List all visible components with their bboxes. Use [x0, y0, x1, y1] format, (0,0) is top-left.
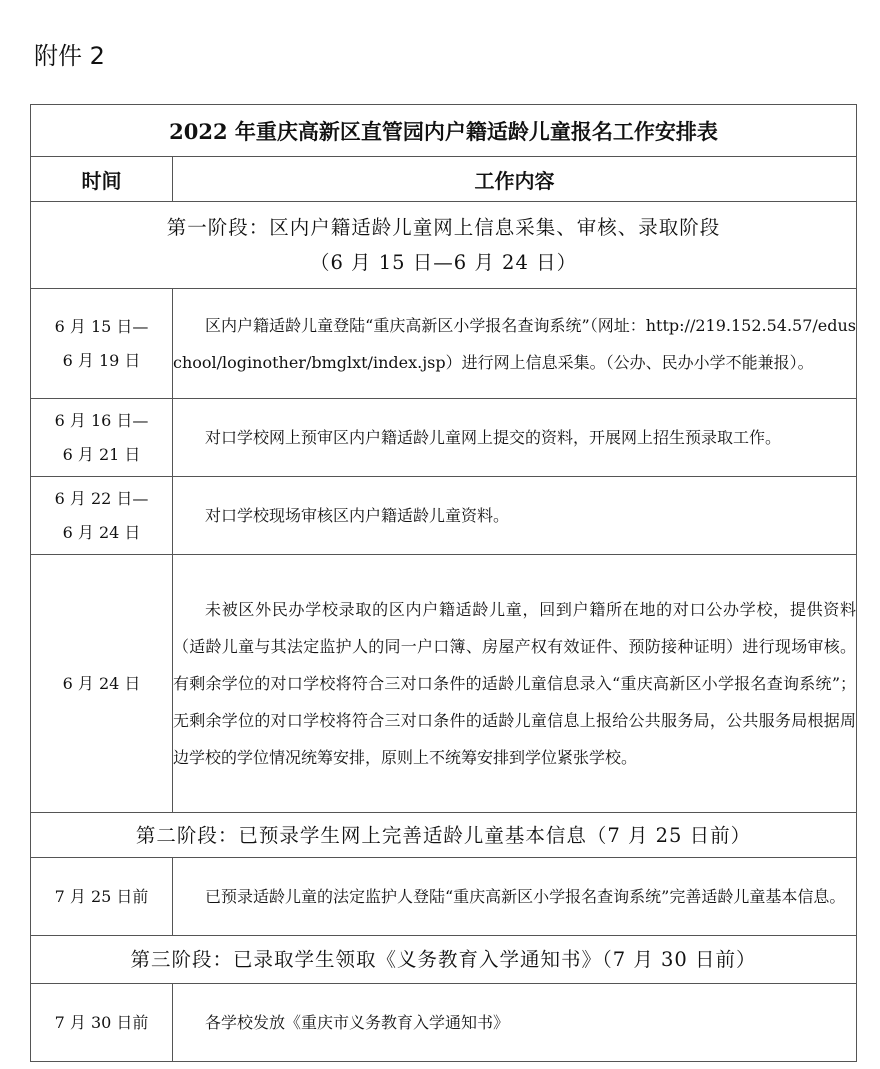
header-row [31, 157, 857, 202]
table-row [31, 399, 857, 477]
table-row [31, 477, 857, 555]
row-time [31, 399, 173, 477]
table-row [31, 289, 857, 399]
row-time: 7 月 25 日前 [31, 858, 173, 936]
table-row [31, 984, 857, 1062]
time-start: 6 月 22 日— [54, 488, 149, 508]
row-time: 7 月 30 日前 [31, 984, 173, 1062]
time-end: 6 月 19 日 [62, 350, 141, 370]
stage-1-heading [31, 202, 857, 289]
title-row [31, 105, 857, 157]
time-start: 6 月 16 日— [54, 410, 149, 430]
schedule-table [30, 104, 857, 1062]
row-content: 对口学校网上预审区内户籍适龄儿童网上提交的资料，开展网上招生预录取工作。 [173, 399, 857, 477]
row-content: 已预录适龄儿童的法定监护人登陆“重庆高新区小学报名查询系统”完善适龄儿童基本信息。 [173, 858, 857, 936]
row-time [31, 555, 173, 813]
stage-3-heading: 第三阶段：已录取学生领取《义务教育入学通知书》（7 月 30 日前） [31, 936, 857, 984]
attachment-label: 附件 2 [34, 42, 105, 70]
stage-2-heading: 第二阶段：已预录学生网上完善适龄儿童基本信息（7 月 25 日前） [31, 813, 857, 858]
row-content: 对口学校现场审核区内户籍适龄儿童资料。 [173, 477, 857, 555]
header-content: 工作内容 [173, 157, 857, 202]
header-time: 时间 [31, 157, 173, 202]
time-start: 6 月 24 日 [62, 673, 141, 693]
row-content: 各学校发放《重庆市义务教育入学通知书》 [173, 984, 857, 1062]
time-start: 6 月 15 日— [54, 316, 149, 336]
stage-row-1 [31, 202, 857, 289]
row-content: 未被区外民办学校录取的区内户籍适龄儿童，回到户籍所在地的对口公办学校，提供资料（适龄儿童与其法定监护人的同一户口簿、房屋产权有效证件、预防接种证明）进行现场审核。有剩余学位的对口学校将符合三对口条件的适龄儿童信息录入“重庆高新区小学报名查询系统”；无剩余学位的对口学校将符合三对口条件的适龄儿童信息上报给公共服务局，公共服务局根据周边学校的学位情况统筹安排，原则上不统筹安排到学位紧张学校。 [173, 555, 857, 813]
row-time [31, 289, 173, 399]
stage-row-3 [31, 936, 857, 984]
table-title: 2022 年重庆高新区直管园内户籍适龄儿童报名工作安排表 [31, 105, 857, 157]
table-row [31, 858, 857, 936]
time-end: 6 月 24 日 [62, 522, 141, 542]
time-end: 6 月 21 日 [62, 444, 141, 464]
stage-1-dates: （6 月 15 日—6 月 24 日） [309, 251, 578, 274]
table-row [31, 555, 857, 813]
stage-row-2 [31, 813, 857, 858]
row-time [31, 477, 173, 555]
stage-1-title: 第一阶段：区内户籍适龄儿童网上信息采集、审核、录取阶段 [166, 216, 721, 239]
row-content: 区内户籍适龄儿童登陆“重庆高新区小学报名查询系统”（网址：http://219.152.54.57/eduschool/loginother/bmglxt/index.jsp）进行网上信息采集。（公办、民办小学不能兼报）。 [173, 289, 857, 399]
